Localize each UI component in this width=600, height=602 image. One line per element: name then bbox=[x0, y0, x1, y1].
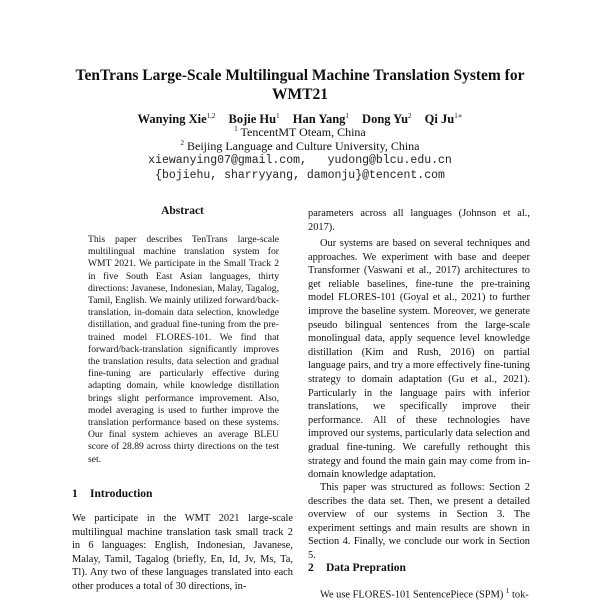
paper-title: TenTrans Large-Scale Multilingual Machine Translation System for WMT21 bbox=[75, 67, 525, 103]
footnote-marker: 1 bbox=[505, 587, 510, 595]
author: Han Yang$^1$ bbox=[292, 112, 349, 127]
author: Dong Yu$^2$ bbox=[362, 112, 412, 127]
email-line: {bojiehu, sharryyang, damonju}@tencent.com bbox=[155, 169, 445, 182]
affiliation: $^1$ TencentMT Oteam, China bbox=[234, 125, 366, 139]
affiliation: $^2$ Beijing Language and Culture University, China bbox=[180, 139, 420, 153]
abstract-heading: Abstract bbox=[161, 205, 204, 217]
author: Wanying Xie$^{1,2}$ bbox=[137, 112, 216, 127]
email-line: xiewanying07@gmail.com, yudong@blcu.edu.cn bbox=[148, 154, 452, 167]
author: Qi $Ju^{1∗}$ bbox=[424, 112, 463, 127]
section-heading: 1 Introduction bbox=[72, 488, 153, 500]
body-paragraph: We participate in the WMT 2021 large-scale multilingual machine translation task small track 2 in 6 languages: English, Indonesian, Javanese, Malay, Tamil, Tagalog (briefly, En, Id, Jv, Ms, Ta, Tl). Any two of these languages translated into each other produces a total of 30 directions, in- bbox=[72, 513, 293, 592]
body-paragraph: Our systems are based on several techniques and approaches. We experiment with base and deeper Transformer (Vaswani et al., 2017) architectures to get reliable baselines, fine-tune the pre-training model FLORES-101 (Goyal et al., 2021) to further improve the baseline system. Moreover, we generate pseudo bilingual sentences from the large-scale monolingual data, apply sequence level knowledge distillation (Kim and Rush, 2016) on partial language pairs, and try a more effectively fine-tuning strategy to domain adaptation (Gu et al., 2021). Particularly in the language pairs with inferior translations, we specifically improve their performance. All of these technologies have improved our systems, particularly data selection and gradual fine-tuning. We carefully rethought this strategy and found the main gain may come from in-domain knowledge adaptation. bbox=[308, 238, 530, 481]
body-paragraph: This paper was structured as follows: Section 2 describes the data set. Then, we present a detailed overview of our systems in Section 3. The experiment settings and main results are shown in Section 4. Finally, we conclude our work in Section 5. bbox=[308, 482, 530, 561]
body-paragraph: parameters across all languages (Johnson et al., 2017). bbox=[308, 208, 530, 233]
abstract-text: This paper describes TenTrans large-scale multilingual machine translation system for WMT 2021. We participate in the Small Track 2 in five South East Asian languages, thirty directions: Javanese, Indonesian, Malay, Tagalog, Tamil, English. We mainly utilized forward/back-translation, in-domain data selection, knowledge distillation, and gradual fine-tuning from the pre-trained model FLORES-101. We find that forward/back-translation significantly improves the translation results, data selection and gradual fine-tuning are particularly effective during adapting domain, while knowledge distillation brings slight performance improvement. Also, model averaging is used to further improve the translation performance based on these systems. Our final system achieves an average BLEU score of 28.89 across thirty directions on the test set. bbox=[88, 234, 279, 465]
body-paragraph: We use FLORES-101 SentencePiece (SPM) $^1$ tok- bbox=[320, 587, 529, 601]
section-heading: 2 Data Prepration bbox=[308, 562, 406, 574]
author: Bojie Hu$^1$ bbox=[228, 112, 280, 127]
